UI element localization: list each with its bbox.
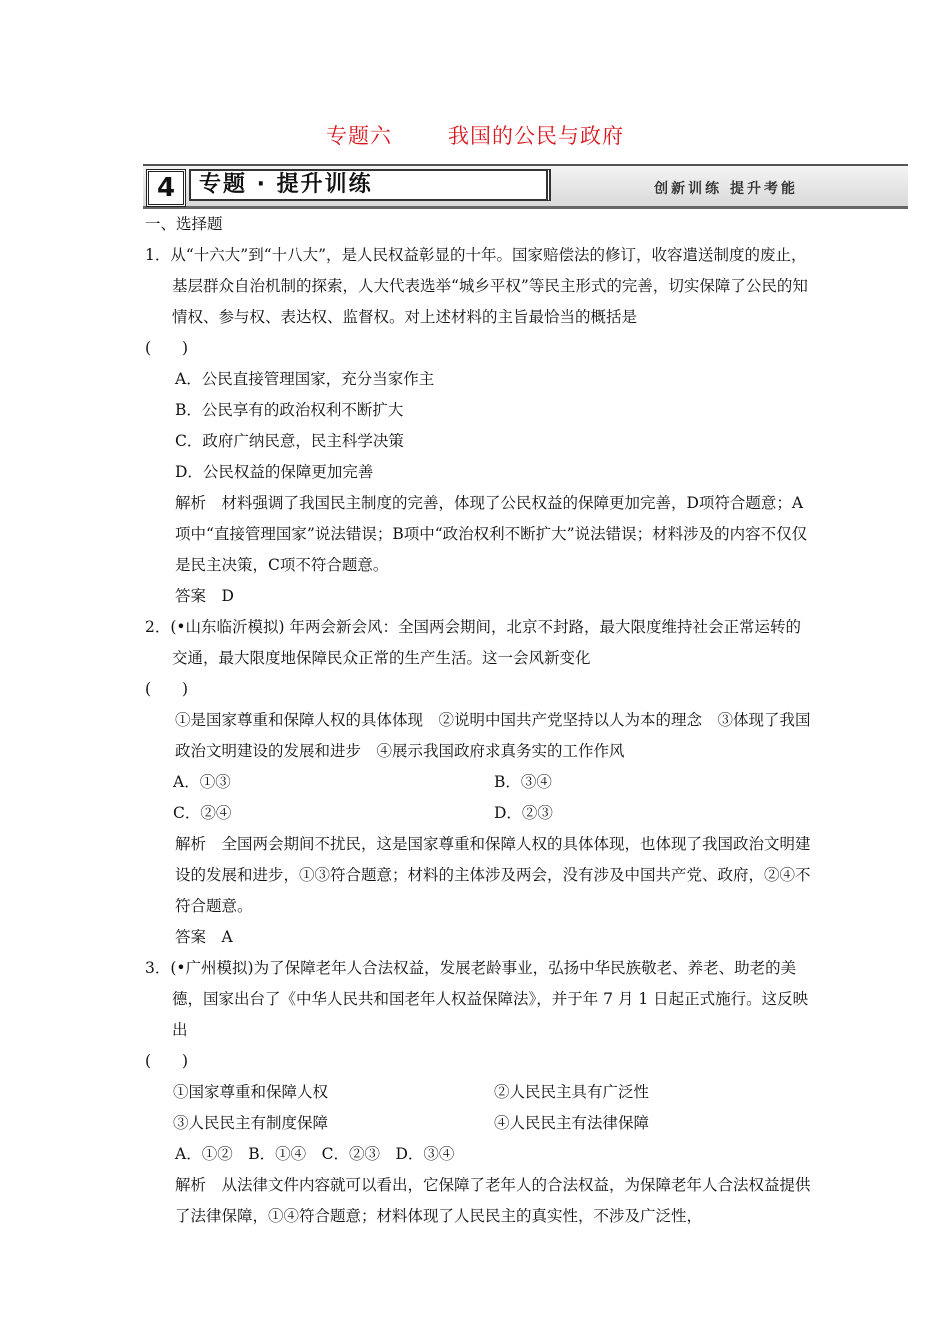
section-banner [143, 164, 908, 209]
q2-options-row-2 [145, 798, 815, 829]
document-body [145, 209, 815, 1232]
q2-blank: ( ) [145, 680, 189, 698]
q2-options-row-1 [145, 767, 815, 798]
q2-items: ①是国家尊重和保障人权的具体体现 ②说明中国共产党坚持以人为本的理念 ③体现了我国政治文明建设的发展和进步 ④展示我国政府求真务实的工作作风 [175, 711, 811, 760]
q1-option-d: D．公民权益的保障更加完善 [175, 463, 374, 481]
q2-option-b: B．③④ [494, 773, 552, 791]
q2-option-a: A．①③ [173, 773, 231, 791]
q2-option-d: D．②③ [494, 804, 553, 822]
q2-analysis: 解析 全国两会期间不扰民，这是国家尊重和保障人权的具体体现，也体现了我国政治文明建设的发展和进步，①③符合题意；材料的主体涉及两会，没有涉及中国共产党、政府，②④不符合题意。 [175, 835, 811, 915]
q3-items-row-2 [145, 1108, 815, 1139]
q2-answer: 答案 A [175, 928, 233, 946]
q3-items-row-1 [145, 1077, 815, 1108]
q2-option-c: C．②④ [173, 804, 232, 822]
q1-answer: 答案 D [175, 587, 234, 605]
q3-item-1: ①国家尊重和保障人权 [173, 1083, 329, 1101]
q3-blank: ( ) [145, 1052, 189, 1070]
q1-option-a: A．公民直接管理国家，充分当家作主 [175, 370, 435, 388]
q3-item-4: ④人民民主有法律保障 [494, 1114, 650, 1132]
q3-options: A．①② B．①④ C．②③ D．③④ [175, 1145, 455, 1163]
q1-option-b: B．公民享有的政治权利不断扩大 [175, 401, 404, 419]
q3-item-2: ②人民民主具有广泛性 [494, 1083, 650, 1101]
banner-number: 4 [146, 169, 186, 207]
banner-label: 专题 · 提升训练 [189, 169, 551, 201]
q3-analysis: 解析 从法律文件内容就可以看出，它保障了老年人的合法权益，为保障老年人合法权益提供了法律保障，①④符合题意；材料体现了人民民主的真实性，不涉及广泛性， [175, 1176, 811, 1225]
q1-analysis: 解析 材料强调了我国民主制度的完善，体现了公民权益的保障更加完善，D项符合题意；A项中“直接管理国家”说法错误；B项中“政治权利不断扩大”说法错误；材料涉及的内容不仅仅是民主决策，C项不符合题意。 [175, 494, 808, 574]
q1-stem: 1．从“十六大”到“十八大”，是人民权益彰显的十年。国家赔偿法的修订，收容遣送制度的废止，基层群众自治机制的探索，人大代表选举“城乡平权”等民主形式的完善，切实保障了公民的知情权、参与权、表达权、监督权。对上述材料的主旨最恰当的概括是 [145, 246, 808, 326]
section-heading: 一、选择题 [145, 215, 223, 233]
page-title: 专题六 我国的公民与政府 [326, 124, 624, 148]
q2-stem: 2．(•山东临沂模拟) 年两会新会风：全国两会期间，北京不封路，最大限度维持社会正常运转的交通，最大限度地保障民众正常的生产生活。这一会风新变化 [145, 618, 802, 667]
q1-blank: ( ) [145, 339, 189, 357]
q3-stem: 3．(•广州模拟)为了保障老年人合法权益，发展老龄事业，弘扬中华民族敬老、养老、助老的美德，国家出台了《中华人民共和国老年人权益保障法》，并于年 7 月 1 日起正式施行。这反映出 [145, 959, 809, 1039]
banner-slogan: 创新训练 提升考能 [654, 181, 798, 197]
q1-option-c: C．政府广纳民意，民主科学决策 [175, 432, 404, 450]
q3-item-3: ③人民民主有制度保障 [173, 1114, 329, 1132]
